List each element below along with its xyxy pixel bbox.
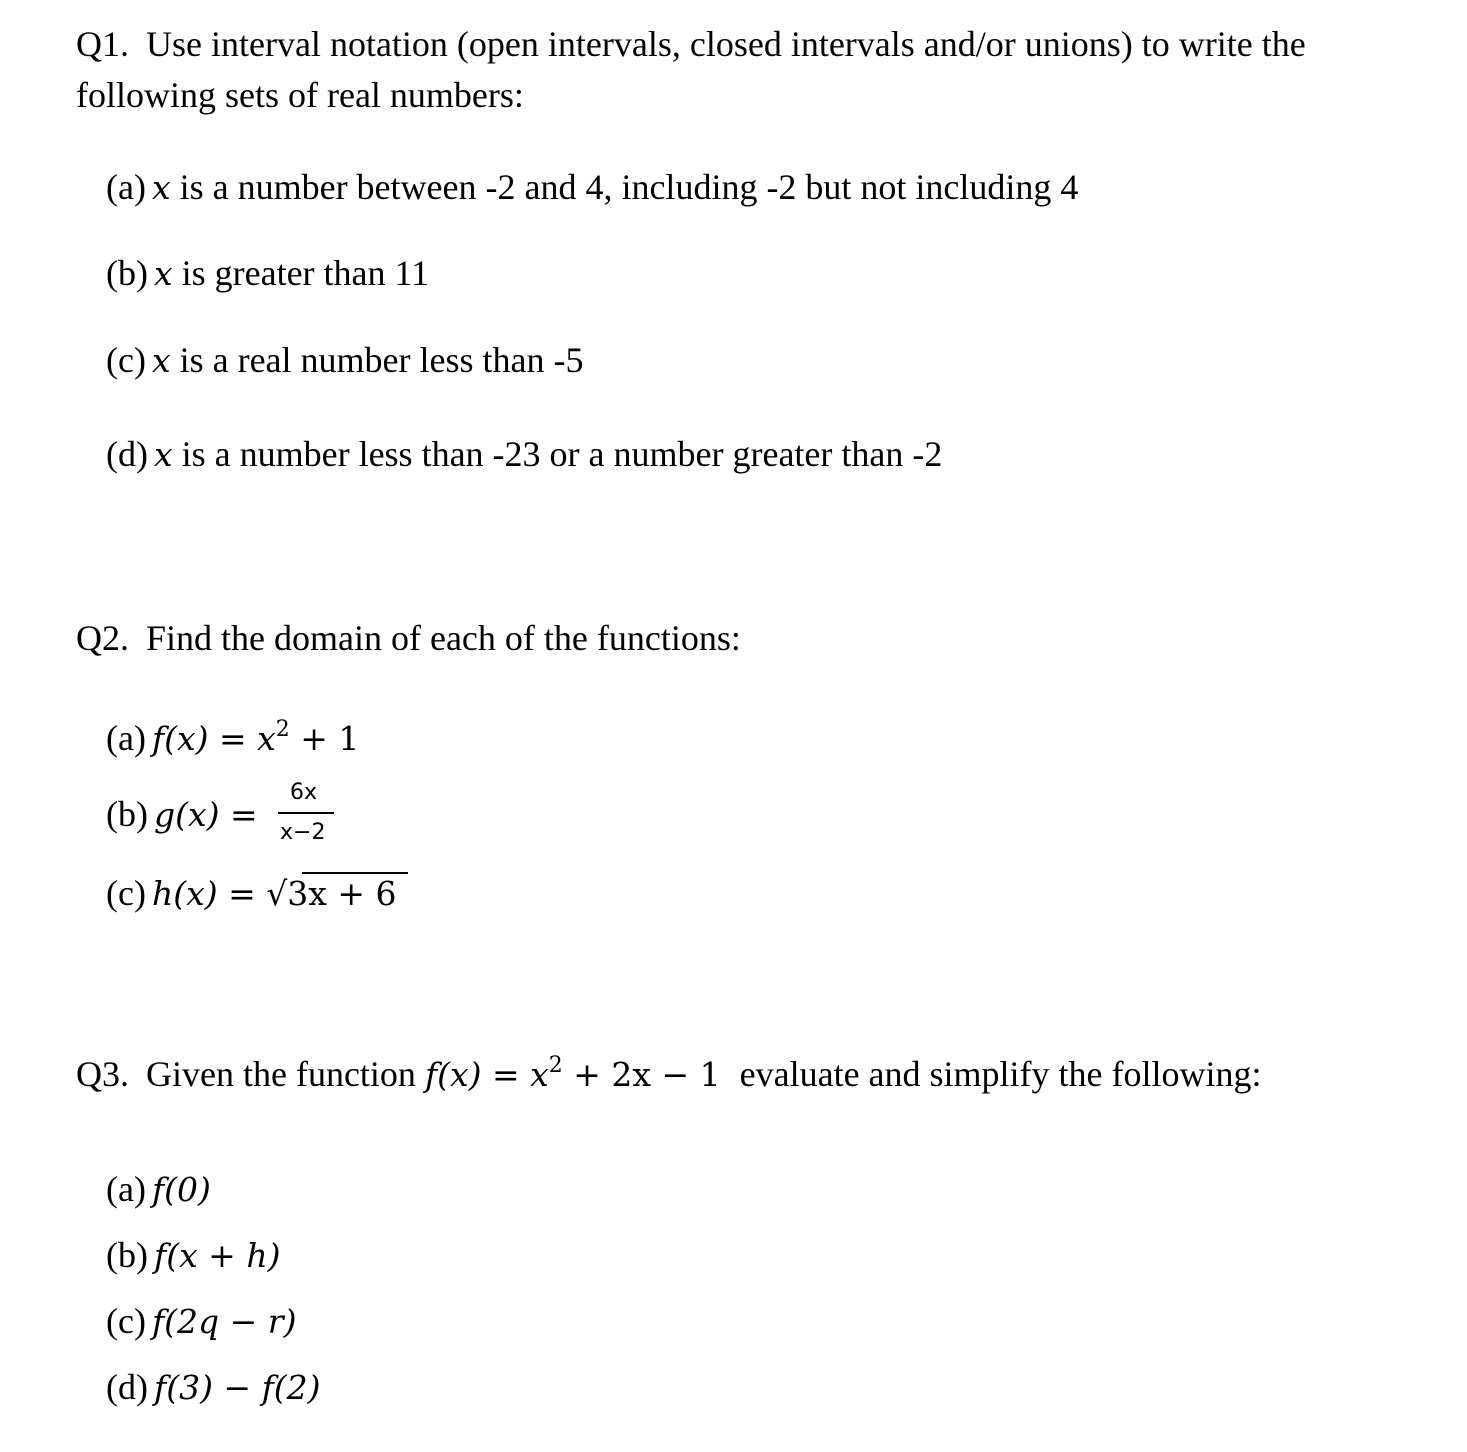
- q1-item-b-var: x: [153, 254, 173, 293]
- q3-prompt: [76, 1052, 1262, 1102]
- q1-item-a: [106, 165, 1078, 210]
- q2-item-c-label: (c): [106, 873, 146, 913]
- q2-item-a-exponent: 2: [275, 717, 290, 742]
- q2-item-c: [106, 871, 396, 916]
- q3-item-b-expr: f(x + h): [153, 1236, 281, 1275]
- q1-item-b: [106, 251, 429, 296]
- q3-function-exponent: 2: [548, 1053, 563, 1078]
- q3-item-d-expr: f(3) − f(2): [153, 1368, 321, 1407]
- q2-item-a: [106, 716, 359, 766]
- q3-item-a: [106, 1167, 211, 1212]
- q3-prompt-pre: Given the function: [146, 1054, 416, 1094]
- q1-item-b-label: (b): [106, 253, 148, 293]
- q1-item-d-text: is a number less than -23 or a number greater than -2: [181, 434, 943, 474]
- q1-number: Q1.: [76, 24, 129, 64]
- q2-item-c-radicand: 3x + 6: [287, 874, 397, 913]
- q2-item-c-radical-bar: [302, 872, 408, 874]
- q3-prompt-post: evaluate and simplify the following:: [739, 1054, 1262, 1094]
- q3-number: Q3.: [76, 1054, 129, 1094]
- q1-item-a-label: (a): [106, 167, 146, 207]
- q1-prompt-line-2: following sets of real numbers:: [76, 75, 524, 115]
- q3-item-b: [106, 1233, 280, 1278]
- q2-item-a-rhs: + 1: [289, 719, 360, 758]
- q2-item-b-denominator: x−2: [280, 820, 326, 845]
- q2-item-b: [106, 792, 258, 837]
- q2-item-b-numerator: 6x: [290, 780, 318, 805]
- q3-item-d: [106, 1365, 321, 1410]
- q1-item-a-text: is a number between -2 and 4, including -2 but not including 4: [179, 167, 1079, 207]
- q2-item-b-lhs: g(x) =: [153, 795, 258, 834]
- q3-function-lhs: f(x) = x: [424, 1055, 549, 1094]
- q1-prompt-line-1: [76, 22, 1306, 66]
- q3-item-c: [106, 1299, 296, 1344]
- q1-item-c-var: x: [151, 341, 171, 380]
- q1-item-b-text: is greater than 11: [181, 253, 430, 293]
- q2-item-b-fraction: [278, 780, 334, 852]
- q1-prompt-text: Use interval notation (open intervals, closed intervals and/or unions) to write the: [146, 24, 1306, 64]
- q3-item-d-label: (d): [106, 1367, 148, 1407]
- q2-item-b-fraction-bar: [278, 812, 334, 814]
- q1-item-c: [106, 338, 583, 383]
- q3-item-b-label: (b): [106, 1235, 148, 1275]
- q2-item-b-label: (b): [106, 794, 148, 834]
- q1-item-d: [106, 432, 942, 477]
- q3-function-rhs: + 2x − 1: [562, 1055, 721, 1094]
- q1-item-d-var: x: [153, 435, 173, 474]
- q3-item-c-expr: f(2q − r): [151, 1302, 297, 1341]
- q2-item-a-lhs: f(x) = x: [151, 719, 276, 758]
- q1-item-c-text: is a real number less than -5: [179, 340, 584, 380]
- q2-prompt: [76, 616, 741, 660]
- q1-item-c-label: (c): [106, 340, 146, 380]
- q1-item-d-label: (d): [106, 434, 148, 474]
- q2-number: Q2.: [76, 618, 129, 658]
- q2-item-a-label: (a): [106, 718, 146, 758]
- q3-item-a-expr: f(0): [151, 1170, 211, 1209]
- q2-item-c-lhs: h(x) = √: [151, 874, 288, 913]
- q1-item-a-var: x: [151, 168, 171, 207]
- q3-item-a-label: (a): [106, 1169, 146, 1209]
- q2-prompt-text: Find the domain of each of the functions:: [146, 618, 741, 658]
- q3-item-c-label: (c): [106, 1301, 146, 1341]
